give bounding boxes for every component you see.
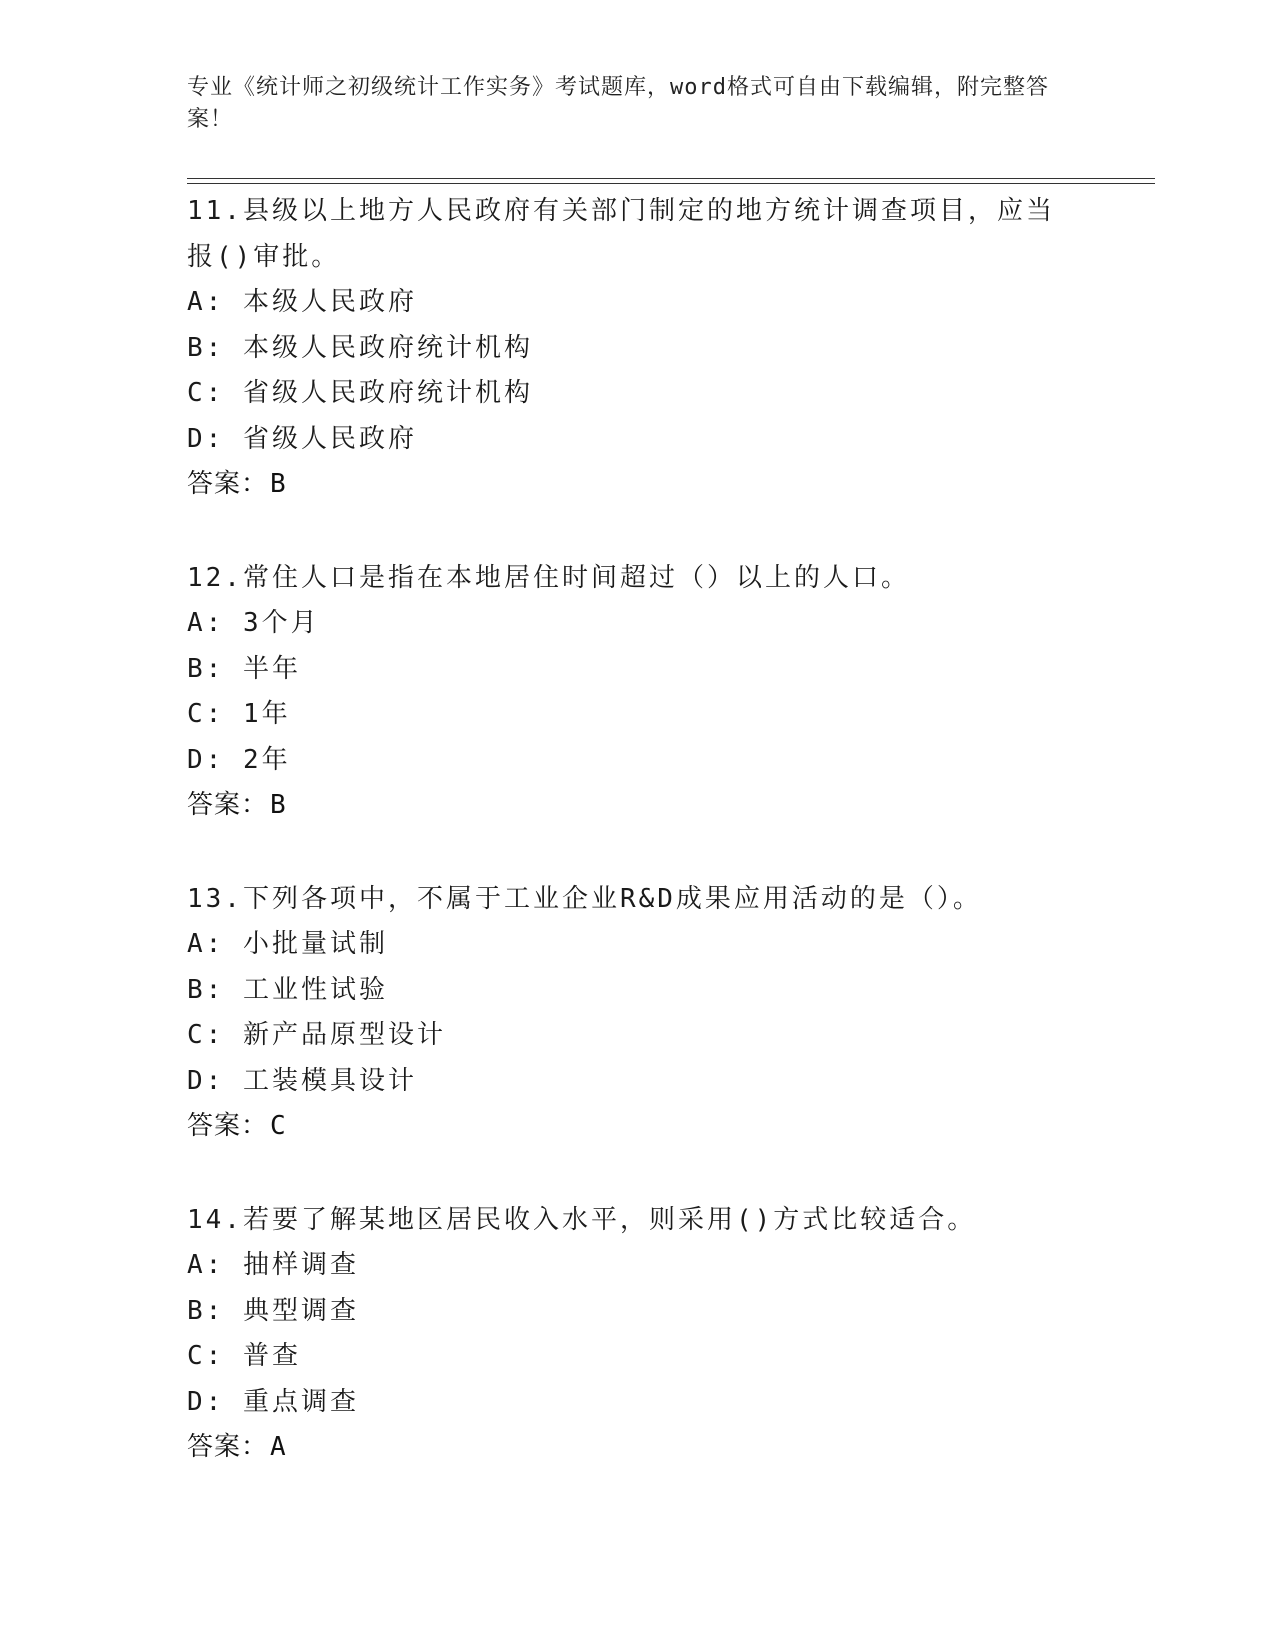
question-stem: 11.县级以上地方人民政府有关部门制定的地方统计调查项目，应当报()审批。	[187, 196, 1055, 272]
option-c: C: 省级人民政府统计机构	[187, 378, 533, 408]
option-c: C: 1年	[187, 699, 291, 729]
answer-label: 答案：	[187, 1111, 269, 1141]
option-d: D: 省级人民政府	[187, 423, 417, 454]
option-b: B: 半年	[187, 653, 301, 684]
question-stem: 12.常住人口是指在本地居住时间超过（）以上的人口。	[187, 562, 910, 593]
answer-label: 答案：	[187, 1432, 269, 1462]
answer-value: B	[270, 469, 287, 499]
option-b: B: 工业性试验	[187, 974, 388, 1005]
header-divider-top	[187, 178, 1155, 179]
question-item	[187, 189, 1155, 508]
header-divider-bottom	[187, 183, 1155, 184]
answer-value: C	[270, 1111, 287, 1141]
answer-line	[187, 783, 1155, 829]
answer-line	[187, 462, 1155, 508]
question-list	[187, 189, 1155, 1519]
question-stem: 14.若要了解某地区居民收入水平，则采用()方式比较适合。	[187, 1204, 977, 1235]
document-header-text: 专业《统计师之初级统计工作实务》考试题库，word格式可自由下载编辑，附完整答案！	[187, 75, 1049, 132]
option-a: A: 本级人民政府	[187, 287, 417, 317]
answer-label: 答案：	[187, 790, 269, 820]
option-d: D: 2年	[187, 744, 291, 775]
option-a: A: 小批量试制	[187, 929, 388, 959]
answer-line	[187, 1104, 1155, 1150]
answer-line	[187, 1425, 1155, 1471]
answer-value: B	[270, 790, 287, 820]
option-c: C: 新产品原型设计	[187, 1020, 446, 1050]
option-d: D: 重点调查	[187, 1386, 359, 1417]
option-a: A: 抽样调查	[187, 1250, 359, 1280]
option-c: C: 普查	[187, 1341, 301, 1371]
answer-label: 答案：	[187, 469, 269, 499]
option-b: B: 典型调查	[187, 1295, 359, 1326]
option-a: A: 3个月	[187, 608, 320, 638]
question-item	[187, 556, 1155, 829]
question-stem: 13.下列各项中，不属于工业企业R&D成果应用活动的是（）。	[187, 883, 982, 914]
option-d: D: 工装模具设计	[187, 1065, 417, 1096]
question-item	[187, 1198, 1155, 1471]
answer-value: A	[270, 1432, 287, 1462]
option-b: B: 本级人民政府统计机构	[187, 332, 533, 363]
question-item	[187, 877, 1155, 1150]
